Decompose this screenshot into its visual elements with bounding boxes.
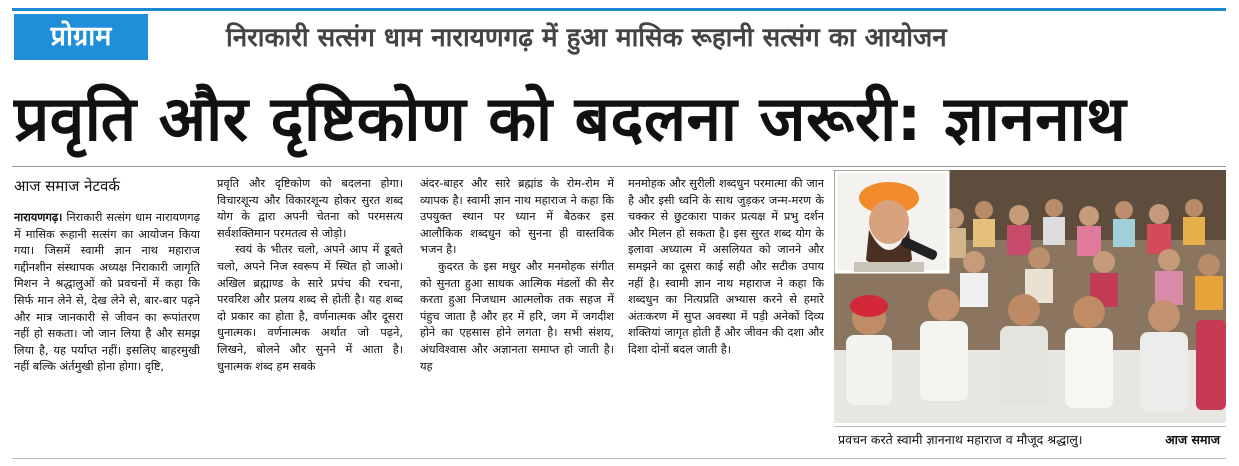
column-1-text: निराकारी सत्संग धाम नारायणगढ़ में मासिक रूहानी सत्संग का आयोजन किया गया। जिसमें स्वामी ज्ञान नाथ महाराज गद्दीनशीन संस्थापक अध्यक्ष निराकारी जागृति मिशन ने श्रद्धालुओं को प्रवचनों में कहा कि सिर्फ मान लेने से, देख लेने से, बार-बार पढ़ने और मात्र जानकारी से जीवन का रूपांतरण नहीं हो सकता। जो जान लिया है और समझ लिया है, यह पर्याप्त नहीं। इसलिए बाहरमुखी नहीं बल्कि अंर्तमुखी होना होगा। दृष्टि, — [14, 211, 200, 374]
subheadline: निराकारी सत्संग धाम नारायणगढ़ में हुआ मासिक रूहानी सत्संग का आयोजन — [226, 23, 947, 53]
article-column-2 — [217, 176, 403, 462]
column-4-text: मनमोहक और सुरीली शब्दधुन परमात्मा की जान है और इसी ध्वनि के साथ जुड़कर जन्म-मरण के चक्कर से छुटकारा पाकर प्रत्यक्ष में प्रभु दर्शन और मिलन हो सकता है। इस सुरत शब्द योग के इलावा अध्यात्म में असलियत को जानने और समझने का दूसरा काई सही और सटीक उपाय नहीं है। स्वामी ज्ञान नाथ महाराज ने कहा कि शब्दधुन का नित्यप्रति अभ्यास करने से हमारे अंतःकरण में सुप्त अवस्था में पड़ी अनेकों दिव्य शक्तियां जागृत होती हैं और जीवन की दशा और दिशा दोनों बदल जाती है। — [628, 177, 824, 356]
bottom-rule — [12, 458, 1226, 459]
column-2-paragraph-1: प्रवृति और दृष्टिकोण को बदलना होगा। विचारशून्य और विकारशून्य होकर सुरत शब्द योग के द्वारा अपनी चेतना को परमसत्य सर्वशक्तिमान परमतत्व से जोड़ो। — [217, 177, 403, 240]
top-rule — [12, 8, 1226, 11]
column-3-paragraph-1: अंदर-बाहर और सारे ब्रह्मांड के रोम-रोम में व्यापक है। स्वामी ज्ञान नाथ महाराज ने कहा कि उपयुक्त स्थान पर ध्यान में बैठकर इस आलौकिक शब्दधुन को सुनना ही वास्तविक भजन है। — [420, 177, 614, 257]
headline-rule — [12, 166, 1226, 167]
headline: प्रवृति और दृष्टिकोण को बदलना जरूरी: ज्ञाननाथ — [14, 82, 1127, 155]
speaker-inset-photo — [836, 172, 948, 272]
news-photo — [834, 170, 1226, 423]
column-3-paragraph-2: कुदरत के इस मधुर और मनमोहक संगीत को सुनता हुआ साधक आत्मिक मंडलों की सैर करता हुआ निजधाम आत्मलोक तक सहज में पंहुच जाता है और हर में हरि, जग में जगदीश होने का एहसास होने लगता है। सभी संशय, अंधविश्वास और अज्ञानता समाप्त हो जाती है। यह — [420, 259, 614, 373]
section-badge: प्रोग्राम — [14, 14, 148, 60]
photo-credit: आज समाज — [1165, 432, 1220, 447]
photo-caption-bar — [834, 426, 1226, 457]
article-column-4 — [628, 176, 824, 462]
column-2-paragraph-2: स्वयं के भीतर चलो, अपने आप में डूबते चलो, अपने निज स्वरूप में स्थित हो जाओ। अखिल ब्रह्माण्ड के सारे प्रपंच की रचना, परवरिश और प्रलय शब्द से होती है। यह शब्द दो प्रकार का होता है, वर्णनात्मक और दूसरा धुनात्मक। वर्णनात्मक अर्थात जो पढ़ने, लिखने, बोलने और सुनने में आता है। धुनात्मक शब्द हम सबके — [217, 243, 403, 373]
byline: आज समाज नेटवर्क — [14, 177, 120, 195]
dateline: नारायणगढ़। — [14, 211, 63, 224]
article-column-3 — [420, 176, 614, 462]
photo-caption: प्रवचन करते स्वामी ज्ञाननाथ महाराज व मौजूद श्रद्धालु। — [838, 432, 1083, 447]
photo-illustration — [834, 170, 1226, 423]
article-column-1 — [14, 210, 200, 462]
